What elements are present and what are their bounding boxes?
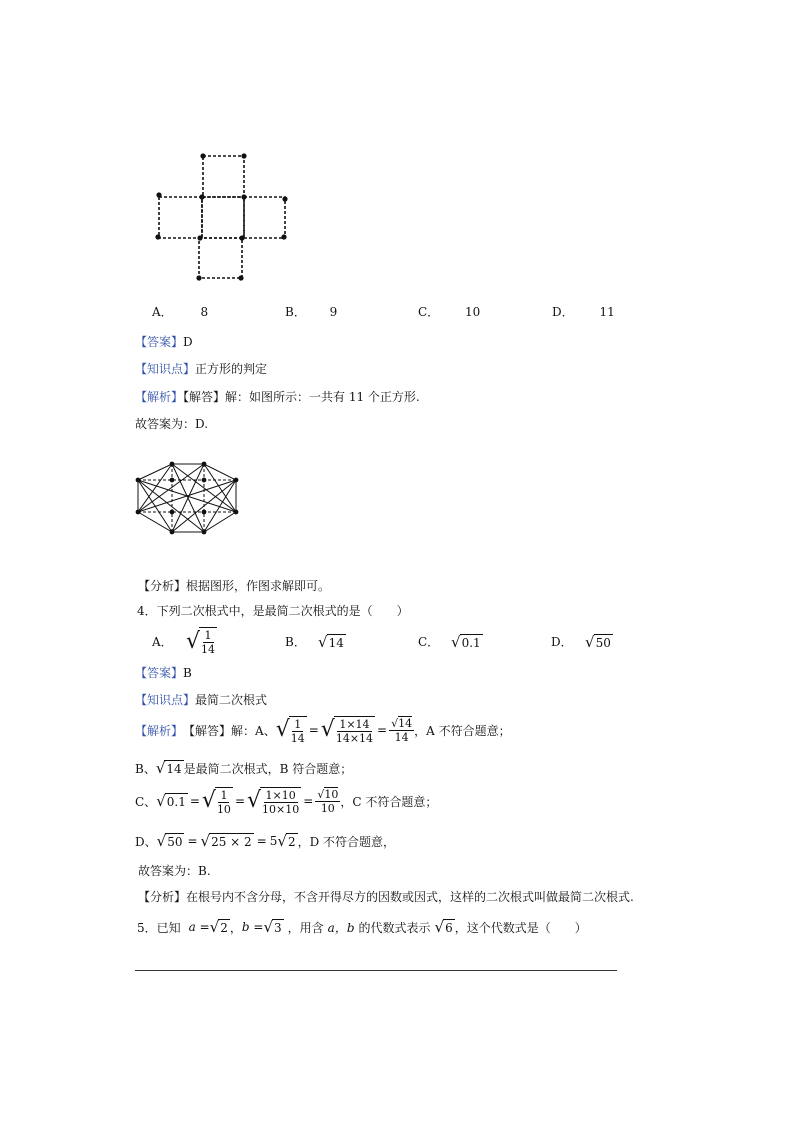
- q3-conclusion: 故答案为：D.: [135, 417, 209, 431]
- answer-value: B: [183, 666, 192, 680]
- option-letter: D．: [552, 305, 574, 319]
- q4-conclusion: 故答案为：B.: [138, 864, 211, 878]
- line-suffix: 是最简二次根式，B 符合题意；: [183, 761, 353, 776]
- q5-stem: 5．已知 a = √ 2 ， b = √ 3 ，用含 a，b 的代数式表示 √ 6 ，这个代数式是（ ）: [137, 918, 587, 936]
- answer-tag: 【答案】: [135, 666, 184, 680]
- radical-frac: √ $\frac{1}{14}$: [275, 717, 305, 745]
- option-value: 11: [599, 305, 615, 319]
- result-frac: $\frac{√14}{14}$: [391, 716, 413, 744]
- option-letter: C．: [418, 635, 440, 649]
- kp-text: 正方形的判定: [195, 362, 268, 376]
- q4-solution-c: C、 √ 0.1 = √ $\frac{1}{10}$ = √ $\frac{1\times 10}{10\times 10}$ = $\frac{√10}{10}$ ，C 不符合题意；: [135, 787, 438, 816]
- analysis-tag: 【解析】: [135, 723, 184, 738]
- line-suffix: ，D 不符合题意，: [297, 834, 396, 849]
- line-suffix: ，C 不符合题意；: [340, 794, 438, 809]
- option-value: 9: [329, 305, 338, 319]
- option-letter: A．: [152, 305, 173, 319]
- answer-tag: 【答案】: [135, 335, 184, 349]
- solve-text: 解：如图所示：一共有 11 个正方形.: [225, 390, 420, 404]
- octagon-lines-figure: [130, 460, 245, 540]
- solve-tag: 【解答】: [183, 723, 232, 738]
- radical-frac: √ $\frac{1\times 14}{14\times 14}$: [320, 717, 374, 745]
- q4-knowledge-point: [135, 691, 267, 708]
- cross-squares-figure: [150, 148, 295, 283]
- option-value: 10: [465, 305, 481, 319]
- kp-tag: 【知识点】: [135, 693, 196, 707]
- option-letter: B．: [285, 305, 306, 319]
- option-letter: C．: [418, 305, 440, 319]
- option-letter: A．: [152, 635, 173, 649]
- q3-option-a: [152, 303, 208, 320]
- q4-analysis-note: 【分析】在根号内不含分母，不含开得尽方的因数或因式，这样的二次根式叫做最简二次根式.: [138, 890, 634, 904]
- q3-knowledge-point: [135, 360, 267, 377]
- line-prefix: 解：A、: [231, 723, 276, 738]
- q4-answer: [135, 664, 192, 681]
- q3-option-b: [285, 303, 337, 320]
- q3-option-d: [552, 303, 615, 320]
- q3-analysis-note: 【分析】根据图形，作图求解即可。: [138, 579, 331, 593]
- analysis-tag: 【解析】: [135, 390, 184, 404]
- line-suffix: ，A 不符合题意；: [414, 723, 511, 738]
- kp-tag: 【知识点】: [135, 362, 196, 376]
- q4-options: [152, 627, 622, 657]
- footer-rule: [135, 970, 617, 971]
- kp-text: 最简二次根式: [195, 693, 268, 707]
- q4-solution-d: D、 √ 50 = √ 25 × 2 = 5 √ 2 ，D 不符合题意，: [135, 832, 396, 850]
- option-letter: B．: [285, 635, 306, 649]
- line-prefix: C、: [135, 794, 157, 809]
- q3-answer: [135, 333, 193, 350]
- option-c-radical: √ 0.1: [451, 633, 481, 651]
- q3-option-c: [418, 303, 480, 320]
- q3-solution: [135, 388, 420, 405]
- q4-stem: 4．下列二次根式中，是最简二次根式的是（ ）: [137, 604, 409, 618]
- q4-solution-b: B、 √ 14 是最简二次根式，B 符合题意；: [135, 759, 353, 777]
- option-d-radical: √ 50: [585, 633, 611, 651]
- line-prefix: B、: [135, 761, 156, 776]
- q4-solution-a: 【解析】 【解答】 解：A、 √ $\frac{1}{14}$ = √ $\frac{1\times 14}{14\times 14}$ = $\frac{√14}{14}$ ，A 不符合题意；: [135, 716, 511, 745]
- answer-value: D: [183, 335, 193, 349]
- solve-tag: 【解答】: [183, 390, 226, 404]
- numerator: 1: [204, 629, 212, 642]
- option-b-radical: √ 14: [318, 633, 344, 651]
- option-a-radical: √ $\frac{1}{14}$: [186, 628, 216, 656]
- option-letter: D．: [551, 635, 573, 649]
- option-value: 8: [200, 305, 209, 319]
- denominator: 14: [201, 643, 216, 656]
- line-prefix: D、: [135, 834, 157, 849]
